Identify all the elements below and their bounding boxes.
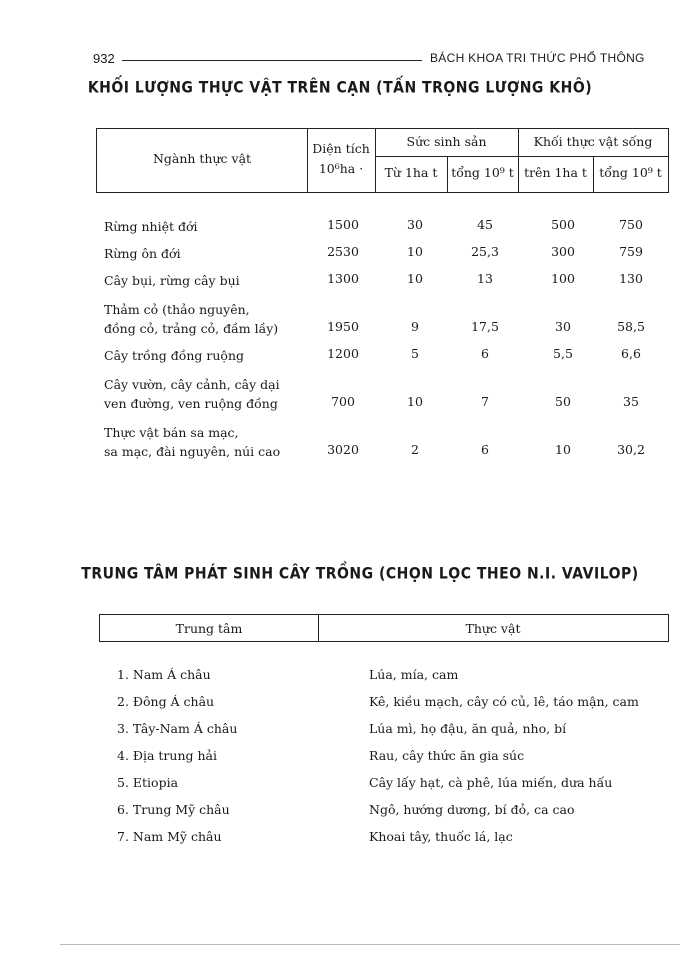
row-label: Rừng ôn đới — [104, 246, 181, 261]
header-prod-per-ha: Từ 1ha t — [384, 165, 438, 180]
plants-list: Lúa, mía, cam — [369, 667, 459, 682]
cell-prod-total: 13 — [477, 271, 493, 286]
running-head: BÁCH KHOA TRI THỨC PHỔ THÔNG — [430, 51, 645, 65]
cell-prod-total: 17,5 — [471, 319, 499, 334]
center-name: 2. Đông Á châu — [117, 694, 215, 709]
row-label: đồng cỏ, trảng cỏ, đầm lầy) — [104, 321, 279, 336]
center-name: 4. Địa trung hải — [117, 748, 217, 763]
cell-mass-ha: 10 — [555, 442, 571, 457]
cell-mass-ha: 300 — [551, 244, 575, 259]
cell-mass-ha: 100 — [551, 271, 575, 286]
row-label: Thảm cỏ (thảo nguyên, — [104, 302, 250, 317]
cell-prod-ha: 5 — [411, 346, 419, 361]
cell-area: 700 — [331, 394, 355, 409]
plants-list: Khoai tây, thuốc lá, lạc — [369, 829, 513, 844]
cell-mass-total: 750 — [619, 217, 643, 232]
origin-table-title: TRUNG TÂM PHÁT SINH CÂY TRỒNG (CHỌN LỌC THEO N.I. VAVILOP) — [81, 564, 639, 584]
row-label: Rừng nhiệt đới — [104, 219, 198, 234]
cell-area: 1500 — [327, 217, 359, 232]
cell-mass-ha: 50 — [555, 394, 571, 409]
center-name: 7. Nam Mỹ châu — [117, 829, 222, 844]
header-rule — [122, 60, 422, 61]
cell-area: 3020 — [327, 442, 359, 457]
biomass-table-header — [96, 128, 669, 193]
cell-area: 2530 — [327, 244, 359, 259]
cell-prod-ha: 10 — [407, 244, 423, 259]
header-prod-total: tổng 10⁹ t — [451, 165, 514, 180]
cell-mass-total: 58,5 — [617, 319, 645, 334]
cell-prod-ha: 10 — [407, 394, 423, 409]
cell-prod-ha: 10 — [407, 271, 423, 286]
center-name: 6. Trung Mỹ châu — [117, 802, 230, 817]
cell-area: 1200 — [327, 346, 359, 361]
plants-list: Ngô, hướng dương, bí đỏ, ca cao — [369, 802, 575, 817]
header-area-unit: 10⁶ha · — [318, 161, 364, 176]
cell-area: 1300 — [327, 271, 359, 286]
cell-prod-ha: 2 — [411, 442, 419, 457]
header-mass-total: tổng 10⁹ t — [599, 165, 662, 180]
header-plants: Thực vật — [465, 621, 521, 636]
origin-table-header — [99, 614, 669, 642]
row-label: sa mạc, đài nguyên, núi cao — [104, 444, 281, 459]
cell-mass-total: 759 — [619, 244, 643, 259]
row-label: Cây vườn, cây cảnh, cây dại — [104, 377, 280, 392]
header-living-mass: Khối thực vật sống — [533, 134, 653, 149]
cell-mass-ha: 5,5 — [553, 346, 573, 361]
divider — [375, 156, 668, 157]
center-name: 3. Tây-Nam Á châu — [117, 721, 238, 736]
row-label: Cây trồng đồng ruộng — [104, 348, 245, 363]
cell-prod-total: 45 — [477, 217, 493, 232]
header-productivity: Sức sinh sản — [406, 134, 487, 149]
plants-list: Cây lấy hạt, cà phê, lúa miến, dưa hấu — [369, 775, 613, 790]
footer-rule — [60, 944, 680, 945]
cell-mass-total: 35 — [623, 394, 639, 409]
header-sector: Ngành thực vật — [152, 151, 252, 166]
row-label: Thực vật bán sa mạc, — [104, 425, 239, 440]
header-mass-per-ha: trên 1ha t — [524, 165, 587, 180]
cell-prod-total: 25,3 — [471, 244, 499, 259]
cell-prod-total: 6 — [481, 346, 489, 361]
cell-mass-total: 130 — [619, 271, 643, 286]
plants-list: Lúa mì, họ đậu, ăn quả, nho, bí — [369, 721, 567, 736]
page-number: 932 — [93, 51, 115, 66]
row-label: Cây bụi, rừng cây bụi — [104, 273, 240, 288]
header-area: Diện tích — [312, 141, 370, 156]
row-label: ven đường, ven ruộng đồng — [104, 396, 278, 411]
cell-mass-ha: 500 — [551, 217, 575, 232]
cell-mass-total: 6,6 — [621, 346, 641, 361]
cell-mass-total: 30,2 — [617, 442, 645, 457]
plants-list: Rau, cây thức ăn gia súc — [369, 748, 525, 763]
center-name: 1. Nam Á châu — [117, 667, 211, 682]
cell-prod-total: 6 — [481, 442, 489, 457]
cell-prod-ha: 30 — [407, 217, 423, 232]
plants-list: Kê, kiều mạch, cây có củ, lê, táo mận, cam — [369, 694, 639, 709]
center-name: 5. Etiopia — [117, 775, 179, 790]
cell-prod-total: 7 — [481, 394, 489, 409]
cell-area: 1950 — [327, 319, 359, 334]
cell-prod-ha: 9 — [411, 319, 419, 334]
cell-mass-ha: 30 — [555, 319, 571, 334]
biomass-table-title: KHỐI LƯỢNG THỰC VẬT TRÊN CẠN (TẤN TRỌNG LƯỢNG KHÔ) — [87, 78, 593, 98]
header-center: Trung tâm — [175, 621, 243, 636]
